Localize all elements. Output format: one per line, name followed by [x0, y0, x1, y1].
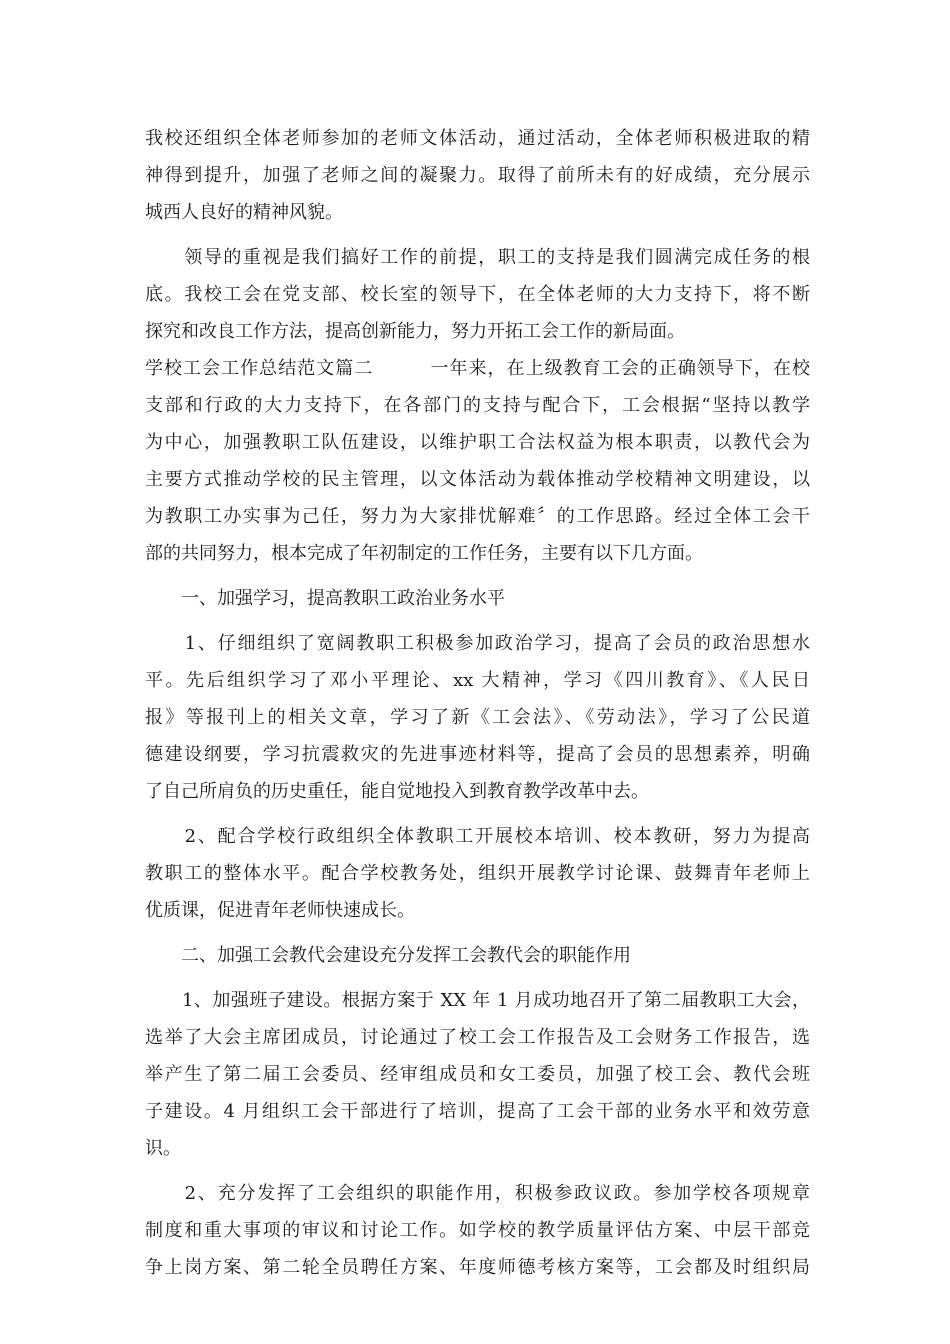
- text-line: 平。先后组织学习了邓小平理论、xx 大精神，学习《四川教育》、《人民日: [145, 670, 810, 691]
- text-line: 底。我校工会在党支部、校长室的领导下，在全体老师的大力支持下，将不断: [145, 284, 810, 305]
- text-line: 制度和重大事项的审议和讨论工作。如学校的教学质量评估方案、中层干部竞: [145, 1220, 810, 1241]
- text-line: 部的共同努力，根本完成了年初制定的工作任务，主要有以下几方面。: [145, 543, 703, 564]
- text-line: 举产生了第二届工会委员、经审组成员和女工委员，加强了校工会、教代会班: [145, 1064, 810, 1085]
- paragraph-gap: [145, 572, 810, 580]
- text-line: 1、仔细组织了宽阔教职工积极参加政治学习，提高了会员的政治思想水: [145, 633, 810, 654]
- text-line: 2、配合学校行政组织全体教职工开展校本培训、校本教研，努力为提高: [145, 826, 810, 847]
- text-line: 城西人良好的精神风貌。: [145, 202, 343, 223]
- text-line: 报》等报刊上的相关文章，学习了新《工会法》、《劳动法》，学习了公民道: [145, 707, 810, 728]
- paragraph-gap: [145, 929, 810, 937]
- paragraph-gap: [145, 617, 810, 625]
- text-line: 领导的重视是我们搞好工作的前提，职工的支持是我们圆满完成任务的根: [145, 247, 810, 268]
- text-line: 优质课，促进青年老师快速成长。: [145, 900, 415, 921]
- text-line: 二、加强工会教代会建设充分发挥工会教代会的职能作用: [145, 945, 631, 966]
- text-line: 我校还组织全体老师参加的老师文体活动，通过活动，全体老师积极进取的精: [145, 128, 810, 149]
- text-line: 1、加强班子建设。根据方案于 XX 年 1 月成功地召开了第二届教职工大会，: [145, 990, 810, 1011]
- text-line: 为中心，加强教职工队伍建设，以维护职工合法权益为根本职责，以教代会为: [145, 432, 810, 453]
- text-line: 探究和改良工作方法，提高创新能力，努力开拓工会工作的新局面。: [145, 321, 685, 342]
- text-line: 主要方式推动学校的民主管理，以文体活动为载体推动学校精神文明建设，以: [145, 469, 810, 490]
- text-line: 支部和行政的大力支持下，在各部门的支持与配合下，工会根据“坚持以教学: [145, 395, 810, 416]
- paragraph-gap: [145, 231, 810, 239]
- text-line: 为教职工办实事为己任，努力为大家排忧解难〞的工作思路。经过全体工会干: [145, 506, 810, 527]
- document-page: [145, 120, 810, 1286]
- text-line: 争上岗方案、第二轮全员聘任方案、年度师德考核方案等，工会都及时组织局: [145, 1257, 810, 1278]
- text-line: 了自己所肩负的历史重任，能自觉地投入到教育教学改革中去。: [145, 781, 649, 802]
- text-line: 子建设。4 月组织工会干部进行了培训，提高了工会干部的业务水平和效劳意: [145, 1101, 810, 1122]
- text-line: 一、加强学习，提高教职工政治业务水平: [145, 588, 505, 609]
- text-line: 神得到提升，加强了老师之间的凝聚力。取得了前所未有的好成绩，充分展示: [145, 165, 810, 186]
- text-line: 2、充分发挥了工会组织的职能作用，积极参政议政。参加学校各项规章: [145, 1183, 810, 1204]
- text-line: 教职工的整体水平。配合学校教务处，组织开展教学讨论课、鼓舞青年老师上: [145, 863, 810, 884]
- paragraph-gap: [145, 974, 810, 982]
- text-line: 德建设纲要，学习抗震救灾的先进事迹材料等，提高了会员的思想素养，明确: [145, 744, 810, 765]
- text-line: 选举了大会主席团成员，讨论通过了校工会工作报告及工会财务工作报告，选: [145, 1027, 810, 1048]
- paragraph-gap: [145, 810, 810, 818]
- text-line: 学校工会工作总结范文篇二 一年来，在上级教育工会的正确领导下，在校: [145, 358, 810, 379]
- text-line: 识。: [145, 1138, 181, 1159]
- paragraph-gap: [145, 1167, 810, 1175]
